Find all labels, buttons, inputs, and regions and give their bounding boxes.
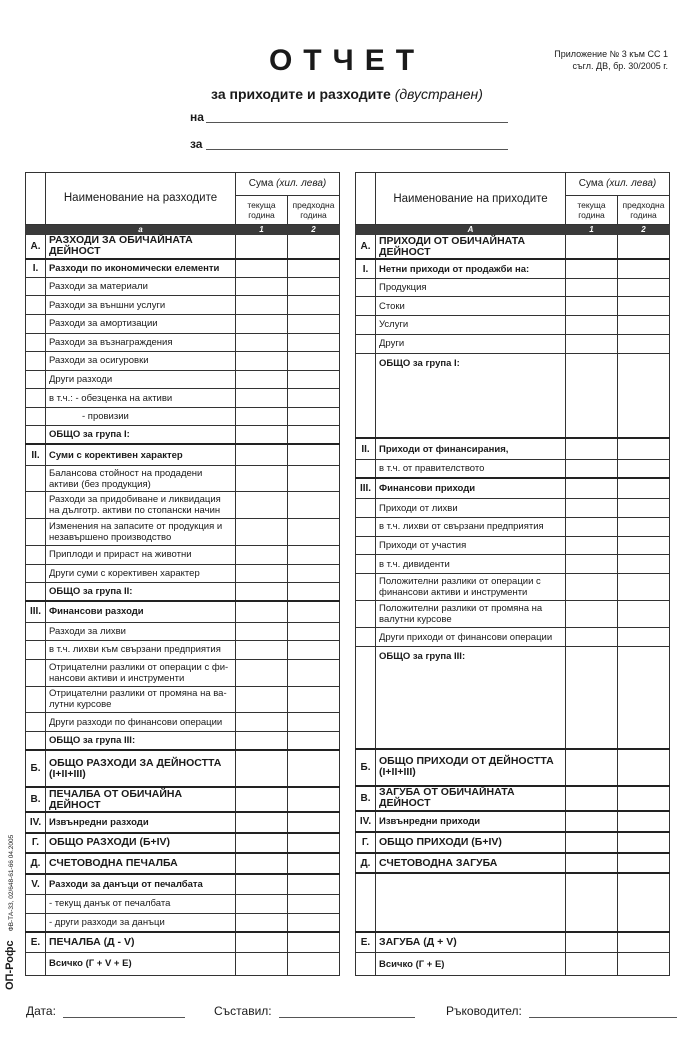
sum-label: Сума <box>248 178 274 190</box>
row-code <box>26 713 46 732</box>
value-cell[interactable] <box>288 812 340 833</box>
value-cell[interactable] <box>288 895 340 914</box>
date-label: Дата: <box>26 1004 56 1018</box>
value-cell[interactable] <box>566 334 618 353</box>
row-code <box>356 499 376 518</box>
value-cell[interactable] <box>288 686 340 713</box>
value-cell[interactable] <box>566 853 618 874</box>
value-cell[interactable] <box>618 278 670 297</box>
row-code <box>356 953 376 976</box>
value-cell[interactable] <box>288 426 340 445</box>
row-code: Г. <box>26 833 46 854</box>
value-cell[interactable] <box>566 478 618 499</box>
manager-label: Ръководител: <box>446 1004 522 1018</box>
row-code <box>26 492 46 519</box>
row-code <box>26 296 46 315</box>
value-cell[interactable] <box>288 546 340 565</box>
row-code: А. <box>26 234 46 258</box>
value-cell[interactable] <box>236 389 288 408</box>
row-code <box>26 641 46 660</box>
value-cell[interactable] <box>236 913 288 932</box>
value-cell[interactable] <box>618 749 670 786</box>
row-code <box>356 628 376 647</box>
row-label: Извънредни приходи <box>376 811 566 832</box>
value-cell[interactable] <box>618 853 670 874</box>
value-cell[interactable] <box>236 426 288 445</box>
value-cell[interactable] <box>236 370 288 389</box>
subtitle-note: (двустранен) <box>394 86 483 102</box>
value-cell[interactable] <box>236 546 288 565</box>
value-cell[interactable] <box>618 478 670 499</box>
code-header <box>356 173 376 225</box>
value-cell[interactable] <box>288 444 340 465</box>
col-current-year: текуща година <box>566 195 618 224</box>
value-cell[interactable] <box>618 832 670 853</box>
row-code <box>26 277 46 296</box>
field-na-label: на <box>190 110 204 124</box>
value-cell[interactable] <box>288 370 340 389</box>
row-code <box>26 333 46 352</box>
row-code <box>356 297 376 316</box>
row-code <box>356 647 376 749</box>
row-label: Отрицателни разлики от операции с финансови активи и инструменти <box>46 659 236 686</box>
value-cell[interactable] <box>288 874 340 895</box>
row-code <box>26 952 46 975</box>
row-label: Разходи за възнаграждения <box>46 333 236 352</box>
value-cell[interactable] <box>288 564 340 583</box>
value-cell[interactable] <box>236 519 288 546</box>
row-code <box>26 659 46 686</box>
row-label: Разходи за лихви <box>46 622 236 641</box>
row-label: ПЕЧАЛБА (Д - V) <box>46 932 236 953</box>
value-cell[interactable] <box>566 555 618 574</box>
value-cell[interactable] <box>618 316 670 335</box>
value-cell[interactable] <box>618 786 670 811</box>
col-marker: а <box>46 224 236 234</box>
value-cell[interactable] <box>566 601 618 628</box>
row-label: ПЕЧАЛБА ОТ ОБИЧАЙНА ДЕЙНОСТ <box>46 787 236 812</box>
value-cell[interactable] <box>566 811 618 832</box>
row-code: Д. <box>26 853 46 874</box>
row-code <box>26 465 46 492</box>
row-code: В. <box>356 786 376 811</box>
row-label: - други разходи за данъци <box>46 913 236 932</box>
value-cell[interactable] <box>566 786 618 811</box>
row-label: Разходи за материали <box>46 277 236 296</box>
row-label: Приходи от лихви <box>376 499 566 518</box>
row-label: ПРИХОДИ ОТ ОБИЧАЙНАТА ДЕЙНОСТ <box>376 235 566 259</box>
value-cell[interactable] <box>288 259 340 278</box>
value-cell[interactable] <box>236 895 288 914</box>
value-cell[interactable] <box>236 659 288 686</box>
col-marker: 1 <box>566 225 618 235</box>
row-code <box>26 622 46 641</box>
value-cell[interactable] <box>288 659 340 686</box>
row-label: Приходи от участия <box>376 536 566 555</box>
value-cell[interactable] <box>288 519 340 546</box>
value-cell[interactable] <box>566 832 618 853</box>
value-cell[interactable] <box>236 333 288 352</box>
value-cell[interactable] <box>618 555 670 574</box>
value-cell[interactable] <box>288 389 340 408</box>
row-label: Разходи за данъци от печалбата <box>46 874 236 895</box>
row-code <box>356 334 376 353</box>
income-table <box>355 172 670 976</box>
col-marker: 2 <box>288 224 340 234</box>
value-cell[interactable] <box>618 438 670 459</box>
field-na-line[interactable] <box>206 122 508 123</box>
row-label: Други разходи по финансови операции <box>46 713 236 732</box>
value-cell[interactable] <box>288 465 340 492</box>
value-cell[interactable] <box>566 953 618 976</box>
value-cell[interactable] <box>288 492 340 519</box>
field-za-label: за <box>190 137 203 151</box>
value-cell[interactable] <box>236 812 288 833</box>
value-cell[interactable] <box>618 235 670 259</box>
row-code <box>26 352 46 371</box>
date-line[interactable] <box>63 1017 185 1018</box>
value-cell[interactable] <box>566 259 618 278</box>
row-label: Продукция <box>376 278 566 297</box>
value-cell[interactable] <box>566 873 618 931</box>
print-code-detail: ФВ-ТА-33, 02/648-61-66 04.2005 <box>8 834 15 932</box>
value-cell[interactable] <box>288 234 340 258</box>
row-label: Разходи за придобиване и ликвидация на дълготр. активи по стопански начин <box>46 492 236 519</box>
value-cell[interactable] <box>618 499 670 518</box>
value-cell[interactable] <box>288 583 340 602</box>
row-label: ЗАГУБА (Д + V) <box>376 932 566 953</box>
appendix-line-1: Приложение № 3 към СС 1 <box>554 49 668 59</box>
value-cell[interactable] <box>618 811 670 832</box>
row-label: Разходи по икономически елементи <box>46 259 236 278</box>
row-label: ОБЩО РАЗХОДИ ЗА ДЕЙНОСТТА (I+II+III) <box>46 750 236 787</box>
row-code <box>356 574 376 601</box>
row-code: А. <box>356 235 376 259</box>
value-cell[interactable] <box>288 952 340 975</box>
value-cell[interactable] <box>288 641 340 660</box>
expenses-heading: Наименование на разходите <box>46 173 236 225</box>
row-code: IV. <box>26 812 46 833</box>
value-cell[interactable] <box>618 953 670 976</box>
row-code: В. <box>26 787 46 812</box>
field-na <box>190 110 204 124</box>
row-code <box>26 389 46 408</box>
row-label: в т.ч. дивиденти <box>376 555 566 574</box>
row-label: Приплоди и прираст на животни <box>46 546 236 565</box>
row-label: в т.ч. лихви към свързани предприятия <box>46 641 236 660</box>
value-cell[interactable] <box>236 874 288 895</box>
row-code: III. <box>356 478 376 499</box>
value-cell[interactable] <box>236 492 288 519</box>
col-previous-year: предходна година <box>288 195 340 224</box>
row-label: Балансова стойност на продадени активи (без продукция) <box>46 465 236 492</box>
value-cell[interactable] <box>236 564 288 583</box>
field-za-line[interactable] <box>206 149 508 150</box>
col-previous-year: предходна година <box>618 195 670 224</box>
value-cell[interactable] <box>618 297 670 316</box>
row-code: Е. <box>356 932 376 953</box>
row-label: ЗАГУБА ОТ ОБИЧАЙНАТА ДЕЙНОСТ <box>376 786 566 811</box>
row-code <box>356 316 376 335</box>
value-cell[interactable] <box>566 499 618 518</box>
value-cell[interactable] <box>566 932 618 953</box>
value-cell[interactable] <box>288 333 340 352</box>
row-label: ОБЩО за група III: <box>376 647 566 749</box>
value-cell[interactable] <box>236 787 288 812</box>
value-cell[interactable] <box>618 536 670 555</box>
value-cell[interactable] <box>566 749 618 786</box>
row-label: Приходи от финансирания, <box>376 438 566 459</box>
page-title: ОТЧЕТ <box>268 44 426 77</box>
compiled-line[interactable] <box>279 1017 415 1018</box>
row-label: Други приходи от финансови операции <box>376 628 566 647</box>
value-cell[interactable] <box>288 277 340 296</box>
value-cell[interactable] <box>236 234 288 258</box>
value-cell[interactable] <box>566 628 618 647</box>
row-code: IV. <box>356 811 376 832</box>
value-cell[interactable] <box>618 259 670 278</box>
value-cell[interactable] <box>288 407 340 426</box>
value-cell[interactable] <box>236 259 288 278</box>
sum-header <box>566 173 670 196</box>
value-cell[interactable] <box>288 601 340 622</box>
value-cell[interactable] <box>618 647 670 749</box>
row-code: Д. <box>356 853 376 874</box>
value-cell[interactable] <box>236 713 288 732</box>
row-label: Нетни приходи от продажби на: <box>376 259 566 278</box>
value-cell[interactable] <box>288 787 340 812</box>
value-cell[interactable] <box>566 235 618 259</box>
value-cell[interactable] <box>288 932 340 953</box>
expenses-table <box>25 172 340 976</box>
row-code <box>26 583 46 602</box>
value-cell[interactable] <box>288 352 340 371</box>
row-label: Разходи за амортизации <box>46 314 236 333</box>
print-code <box>4 835 16 990</box>
value-cell[interactable] <box>566 438 618 459</box>
value-cell[interactable] <box>236 731 288 750</box>
value-cell[interactable] <box>566 647 618 749</box>
row-code <box>26 546 46 565</box>
row-label: Суми с корективен характер <box>46 444 236 465</box>
value-cell[interactable] <box>236 407 288 426</box>
row-code <box>26 519 46 546</box>
value-cell[interactable] <box>618 601 670 628</box>
row-label: ОБЩО за група I: <box>46 426 236 445</box>
row-label <box>376 873 566 931</box>
sum-header <box>236 173 340 196</box>
col-current-year: текуща година <box>236 195 288 224</box>
value-cell[interactable] <box>236 444 288 465</box>
row-label: Услуги <box>376 316 566 335</box>
row-label: РАЗХОДИ ЗА ОБИЧАЙНАТА ДЕЙНОСТ <box>46 234 236 258</box>
row-label: Всичко (Г + V + Е) <box>46 952 236 975</box>
value-cell[interactable] <box>288 731 340 750</box>
sum-unit: (хил. лева) <box>606 178 657 190</box>
row-code <box>356 278 376 297</box>
value-cell[interactable] <box>618 574 670 601</box>
value-cell[interactable] <box>288 833 340 854</box>
row-code <box>356 555 376 574</box>
value-cell[interactable] <box>288 750 340 787</box>
row-label: в т.ч. лихви от свързани предприятия <box>376 518 566 537</box>
col-marker <box>356 225 376 235</box>
row-label: СЧЕТОВОДНА ЗАГУБА <box>376 853 566 874</box>
row-code <box>26 895 46 914</box>
row-label: в т.ч. от правителството <box>376 459 566 478</box>
value-cell[interactable] <box>236 465 288 492</box>
row-label: Положителни разлики от промяна на валутни курсове <box>376 601 566 628</box>
row-label: ОБЩО ПРИХОДИ (Б+IV) <box>376 832 566 853</box>
value-cell[interactable] <box>566 316 618 335</box>
row-code <box>356 459 376 478</box>
row-label: - провизии <box>46 407 236 426</box>
row-code: Б. <box>26 750 46 787</box>
page-subtitle <box>0 86 694 102</box>
row-code <box>26 686 46 713</box>
value-cell[interactable] <box>236 932 288 953</box>
field-za <box>190 137 202 151</box>
value-cell[interactable] <box>236 583 288 602</box>
value-cell[interactable] <box>236 601 288 622</box>
row-code <box>356 873 376 931</box>
value-cell[interactable] <box>618 353 670 438</box>
row-label: Други <box>376 334 566 353</box>
row-label: Отрицателни разлики от промяна на валутни курсове <box>46 686 236 713</box>
row-label: Изменения на запасите от продукция и незавършено производство <box>46 519 236 546</box>
row-code <box>356 353 376 438</box>
value-cell[interactable] <box>288 314 340 333</box>
row-code <box>26 913 46 932</box>
value-cell[interactable] <box>566 297 618 316</box>
row-label: ОБЩО за група I: <box>376 353 566 438</box>
row-code <box>26 564 46 583</box>
value-cell[interactable] <box>236 853 288 874</box>
row-code: I. <box>356 259 376 278</box>
appendix-note <box>554 48 668 72</box>
row-label: Други суми с корективен характер <box>46 564 236 583</box>
row-code: I. <box>26 259 46 278</box>
col-marker: 2 <box>618 225 670 235</box>
row-code: Г. <box>356 832 376 853</box>
sum-unit: (хил. лева) <box>276 178 327 190</box>
row-label: ОБЩО за група II: <box>46 583 236 602</box>
footer-manager <box>446 1004 677 1018</box>
footer-compiled <box>214 1004 415 1018</box>
value-cell[interactable] <box>566 353 618 438</box>
footer-date <box>26 1004 185 1018</box>
value-cell[interactable] <box>236 277 288 296</box>
row-label: - текущ данък от печалбата <box>46 895 236 914</box>
value-cell[interactable] <box>566 574 618 601</box>
value-cell[interactable] <box>618 628 670 647</box>
value-cell[interactable] <box>618 459 670 478</box>
value-cell[interactable] <box>566 518 618 537</box>
row-code: Б. <box>356 749 376 786</box>
subtitle-text: за приходите и разходите <box>211 86 391 102</box>
value-cell[interactable] <box>288 913 340 932</box>
value-cell[interactable] <box>236 750 288 787</box>
row-code: II. <box>26 444 46 465</box>
col-marker <box>26 224 46 234</box>
row-label: Разходи за осигуровки <box>46 352 236 371</box>
row-label: Извънредни разходи <box>46 812 236 833</box>
row-code: III. <box>26 601 46 622</box>
value-cell[interactable] <box>288 622 340 641</box>
row-label: Всичко (Г + Е) <box>376 953 566 976</box>
value-cell[interactable] <box>236 686 288 713</box>
row-code <box>356 536 376 555</box>
row-code <box>356 601 376 628</box>
value-cell[interactable] <box>236 641 288 660</box>
row-code <box>356 518 376 537</box>
value-cell[interactable] <box>618 518 670 537</box>
row-code: Е. <box>26 932 46 953</box>
col-marker: А <box>376 225 566 235</box>
value-cell[interactable] <box>236 622 288 641</box>
row-label: Други разходи <box>46 370 236 389</box>
row-label: ОБЩО ПРИХОДИ ОТ ДЕЙНОСТТА (I+II+III) <box>376 749 566 786</box>
value-cell[interactable] <box>566 536 618 555</box>
row-label: Стоки <box>376 297 566 316</box>
row-code: V. <box>26 874 46 895</box>
row-label: в т.ч.: - обезценка на активи <box>46 389 236 408</box>
value-cell[interactable] <box>566 278 618 297</box>
value-cell[interactable] <box>288 713 340 732</box>
row-code <box>26 407 46 426</box>
sum-label: Сума <box>578 178 604 190</box>
row-code <box>26 731 46 750</box>
value-cell[interactable] <box>236 833 288 854</box>
row-label: Положителни разлики от операции с финансови активи и инструменти <box>376 574 566 601</box>
manager-line[interactable] <box>529 1017 677 1018</box>
row-code <box>26 314 46 333</box>
appendix-line-2: съгл. ДВ, бр. 30/2005 г. <box>572 61 668 71</box>
row-code <box>26 370 46 389</box>
value-cell[interactable] <box>288 296 340 315</box>
row-code: II. <box>356 438 376 459</box>
value-cell[interactable] <box>288 853 340 874</box>
col-marker: 1 <box>236 224 288 234</box>
income-heading: Наименование на приходите <box>376 173 566 225</box>
print-code-main: ОП-Рофс <box>4 940 16 990</box>
row-label: ОБЩО за група III: <box>46 731 236 750</box>
value-cell[interactable] <box>618 932 670 953</box>
value-cell[interactable] <box>236 352 288 371</box>
row-label: Разходи за външни услуги <box>46 296 236 315</box>
row-label: ОБЩО РАЗХОДИ (Б+IV) <box>46 833 236 854</box>
row-code <box>26 426 46 445</box>
value-cell[interactable] <box>236 314 288 333</box>
value-cell[interactable] <box>566 459 618 478</box>
row-label: Финансови приходи <box>376 478 566 499</box>
value-cell[interactable] <box>236 952 288 975</box>
row-label: СЧЕТОВОДНА ПЕЧАЛБА <box>46 853 236 874</box>
value-cell[interactable] <box>236 296 288 315</box>
compiled-label: Съставил: <box>214 1004 272 1018</box>
value-cell[interactable] <box>618 873 670 931</box>
row-label: Финансови разходи <box>46 601 236 622</box>
code-header <box>26 173 46 225</box>
value-cell[interactable] <box>618 334 670 353</box>
